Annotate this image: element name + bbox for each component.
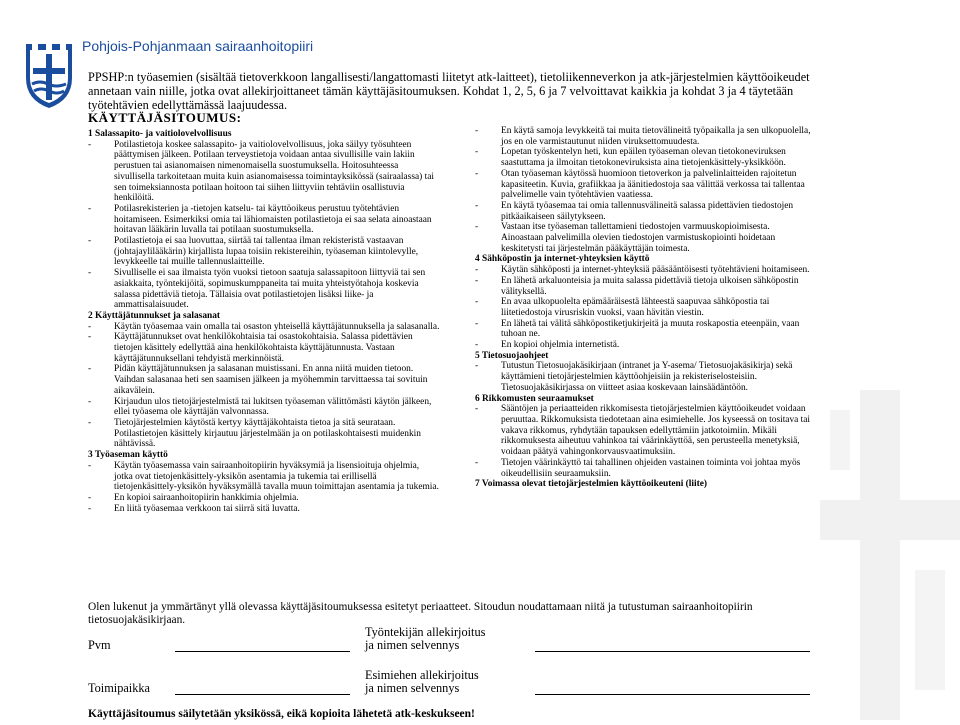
list-item: - Pidän käyttäjätunnuksen ja salasanan muistissani. En anna niitä muiden tietoon. Vaihdan salasanaa heti sen saamisen jälkeen ja myöhemmin tarvittaessa tai sovituin aikavälein.: [88, 364, 428, 396]
section-privacy-guidelines: [475, 351, 813, 394]
section-heading: 3 Työaseman käyttö: [88, 450, 168, 461]
list-item: - En kopioi ohjelmia internetistä.: [475, 340, 620, 351]
list-item: - En käytä työasemaa tai omia tallennusvälineitä salassa pidettävien tiedostojen pitkäaikaiseen säilytykseen.: [475, 200, 794, 222]
list-item: - En avaa ulkopuolelta epämääräisestä lähteestä saapuvaa sähköpostia tai liitetiedostoja virusriskin vuoksi, vaan hävitän viestin.: [475, 297, 770, 318]
list-item: - En lähetä arkaluonteisia ja muita salassa pidettäviä tietoja ulkoisen sähköpostin välityksellä.: [475, 275, 799, 297]
section-credentials: [88, 311, 440, 450]
footer-note: Käyttäjäsitoumus säilytetään yksikössä, eikä kopioita lähetetä atk-keskukseen!: [88, 708, 475, 720]
list-item: - En liitä työasemaa verkkoon tai siirrä sitä luvatta.: [88, 503, 300, 514]
list-item: - Vastaan itse työaseman tallettamieni tiedostojen varmuuskopioimisesta. Ainoastaan palvelimilla olevien tiedostojen varmistuskopiointi hoidetaan keskitetysti tai järjestelmän pääkäyttäjän toimesta.: [475, 222, 776, 254]
coat-of-arms-icon: [24, 40, 74, 110]
list-item: - Käytän sähköposti ja internet-yhteyksiä pääsääntöisesti työtehtävieni hoitamiseen.: [475, 265, 810, 276]
date-field[interactable]: [175, 651, 350, 652]
supervisor-signature-field[interactable]: [535, 694, 810, 695]
section-confidentiality: [88, 129, 440, 311]
watermark-cross-icon: [820, 390, 960, 720]
list-item: - Tietojärjestelmien käytöstä kertyy käyttäjäkohtaista tietoa ja sitä seurataan. Potilastietojen käsittely kirjautuu järjestelmään ja on potilaskohtaisesti muidenkin nähtävissä.: [88, 417, 421, 450]
list-item: - Tutustun Tietosuojakäsikirjaan (intranet ja Y-asema/ Tietosuojakäsikirja) sekä käyttämieni tietojärjestelmien käyttöohjeisiin ja rekisteriselosteisiin. Tietosuojakäsikirjassa on viitteet asiaa koskevaan lainsäädäntöön.: [475, 361, 793, 393]
list-item: - Käytän työasemaa vain omalla tai osaston yhteisellä käyttäjätunnuksella ja salasanalla.: [88, 321, 440, 332]
section-heading: 5 Tietosuojaohjeet: [475, 350, 549, 361]
section-heading: 6 Rikkomusten seuraamukset: [475, 393, 594, 404]
section-heading: 2 Käyttäjätunnukset ja salasanat: [88, 310, 221, 321]
section-email-internet: [475, 254, 813, 350]
section-workstation-continued: [475, 126, 813, 254]
list-item: - Potilastietoja koskee salassapito- ja vaitiolovelvollisuus, joka säilyy työsuhteen päättymisen jälkeen. Potilaan terveystietoja voidaan antaa sivullisille vain lakiin perustuen tai asianomaisen nimenomaisella suostumuksella. Hoitosuhteessa sivullisella tarkoitetaan muita kuin asianomaisessa toimintayksikössä (sairaalassa) tai sen toimeksiannosta potilaan hoitoon tai siihen liittyviin tehtäviin osallistuvia henkilöitä.: [88, 139, 434, 204]
section-consequences: [475, 394, 813, 480]
place-field[interactable]: [175, 694, 350, 695]
employee-signature-field[interactable]: [535, 651, 810, 652]
list-item: - Potilastietoja ei saa luovuttaa, siirtää tai tallentaa ilman rekisteristä vastaavan (johtajaylilääkärin) kirjallista lupaa toisiin rekistereihin, työaseman kiintolevylle, levykkeelle tai muille tallennuslaitteille.: [88, 236, 419, 268]
place-label: Toimipaikka: [88, 681, 150, 695]
intro-paragraph: PPSHP:n työasemien (sisältää tietoverkkoon langallisesti/langattomasti liitetyt atk-laitteet), tietoliikenneverkon ja atk-järjestelmien käyttöoikeudet annetaan vain niille, jotka ovat allekirjoittaneet tämän käyttäjäsitoumuksen. Kohdat 1, 2, 5, 6 ja 7 velvoittavat kaikkia ja kohdat 3 ja 4 täytetään työtehtävien edellyttämässä laajuudessa.: [88, 70, 810, 112]
employee-signature-heading: Työntekijän allekirjoitus: [365, 625, 486, 639]
section-heading: 1 Salassapito- ja vaitiolovelvollisuus: [88, 129, 232, 139]
list-item: - Käyttäjätunnukset ovat henkilökohtaisia tai osastokohtaisia. Salassa pidettävien tietojen käsittely edellyttää aina henkilökohtaista käyttäjätunnusta. Vastaan käyttäjätunnuksellani tehdyistä merkinnöistä.: [88, 332, 413, 364]
section-access-rights: [475, 479, 813, 490]
list-item: - En kopioi sairaanhoitopiirin hankkimia ohjelmia.: [88, 492, 299, 503]
list-item: - Käytän työasemassa vain sairaanhoitopiirin hyväksymiä ja lisensioituja ohjelmia, jotka ovat tietojenkäsittely-yksikön asentamia ja tukemia tai erillisellä tietojenkäsittely-yksikön hyväksymällä tavalla muun toimittajan asentamia ja tukemia.: [88, 460, 439, 493]
left-column: [88, 129, 440, 514]
organization-name: Pohjois-Pohjanmaan sairaanhoitopiiri: [82, 38, 314, 54]
name-clarification-label: ja nimen selvennys: [365, 638, 460, 652]
list-item: - Lopetan työskentelyn heti, kun epäilen työaseman olevan tietokoneviruksen saastuttama ja ilmoitan tietokoneviruksista aina tietojenkäsittely-yksikköön.: [475, 147, 786, 169]
right-column: [475, 126, 813, 490]
document-title: KÄYTTÄJÄSITOUMUS:: [88, 110, 242, 125]
supervisor-signature-heading: Esimiehen allekirjoitus: [365, 668, 479, 682]
date-label: Pvm: [88, 638, 111, 652]
list-item: - Potilasrekisterien ja -tietojen katselu- tai käyttöoikeus perustuu työtehtävien hoitamiseen. Esimerkiksi omia tai lähiomaisten potilastietoja ei saa selata ainoastaan hoitavan lääkärin luvalla tai potilaan suostumuksella.: [88, 203, 432, 236]
list-item: - Otan työaseman käytössä huomioon tietoverkon ja palvelinlaitteiden rajoitetun kapasiteetin. Kuvia, grafiikkaa ja äänitiedostoja saa välittää verkossa tai tallentaa palvelimelle vain työtehtävien vaatiessa.: [475, 168, 805, 201]
closing-statement: Olen lukenut ja ymmärtänyt yllä olevassa käyttäjäsitoumuksessa esitetyt periaatteet. Sitoudun noudattamaan niitä ja tutustuman sairaanhoitopiirin tietosuojakäsikirjaan.: [88, 601, 753, 626]
section-heading: 7 Voimassa olevat tietojärjestelmien käyttöoikeuteni (liite): [475, 479, 707, 490]
list-item: - Sääntöjen ja periaatteiden rikkomisesta tietojärjestelmien käyttöoikeudet voidaan peruuttaa. Rikkomuksista tiedotetaan aina esimiehelle. Jos kyseessä on tositava tai vakava rikkomus, ryhdytään tapauksen edellyttämiin jatkotoimiin. Mikäli rikkomuksesta aiheutuu vahinkoa tai väärinkäyttöä, sen perusteella menetyksiä, voidaan päätyä vahingonkorvausvaatimuksiin.: [475, 404, 811, 458]
list-item: - En lähetä tai välitä sähköpostiketjukirjeitä ja muuta roskapostia eteenpäin, vaan tuhoan ne.: [475, 318, 800, 340]
list-item: - En käytä samoja levykkeitä tai muita tietovälineitä työpaikalla ja sen ulkopuolella, jos en ole varmistautunut niiden viruksettomuudesta.: [475, 126, 811, 147]
section-heading: 4 Sähköpostin ja internet-yhteyksien käyttö: [475, 254, 650, 265]
list-item: - Sivulliselle ei saa ilmaista työn vuoksi tietoon saatuja salassapitoon liittyviä tai sen asiakkaita, työntekijöitä, sopimuskumppaneita tai muita yhteistyötahoja koskevia salassa pidettäviä tietoja. Tällaisia ovat potilastietojen lisäksi liike- ja ammattisalaisuudet.: [88, 268, 426, 311]
section-workstation: [88, 450, 440, 514]
list-item: - Tietojen väärinkäyttö tai tahallinen ohjeiden vastainen toiminta voi johtaa myös oikeudellisiin seuraamuksiin.: [475, 457, 801, 479]
list-item: - Kirjaudun ulos tietojärjestelmistä tai lukitsen työaseman välittömästi käytön jälkeen, ellei työasema ole käyttäjän valvonnassa.: [88, 396, 432, 418]
name-clarification-label: ja nimen selvennys: [365, 681, 460, 695]
